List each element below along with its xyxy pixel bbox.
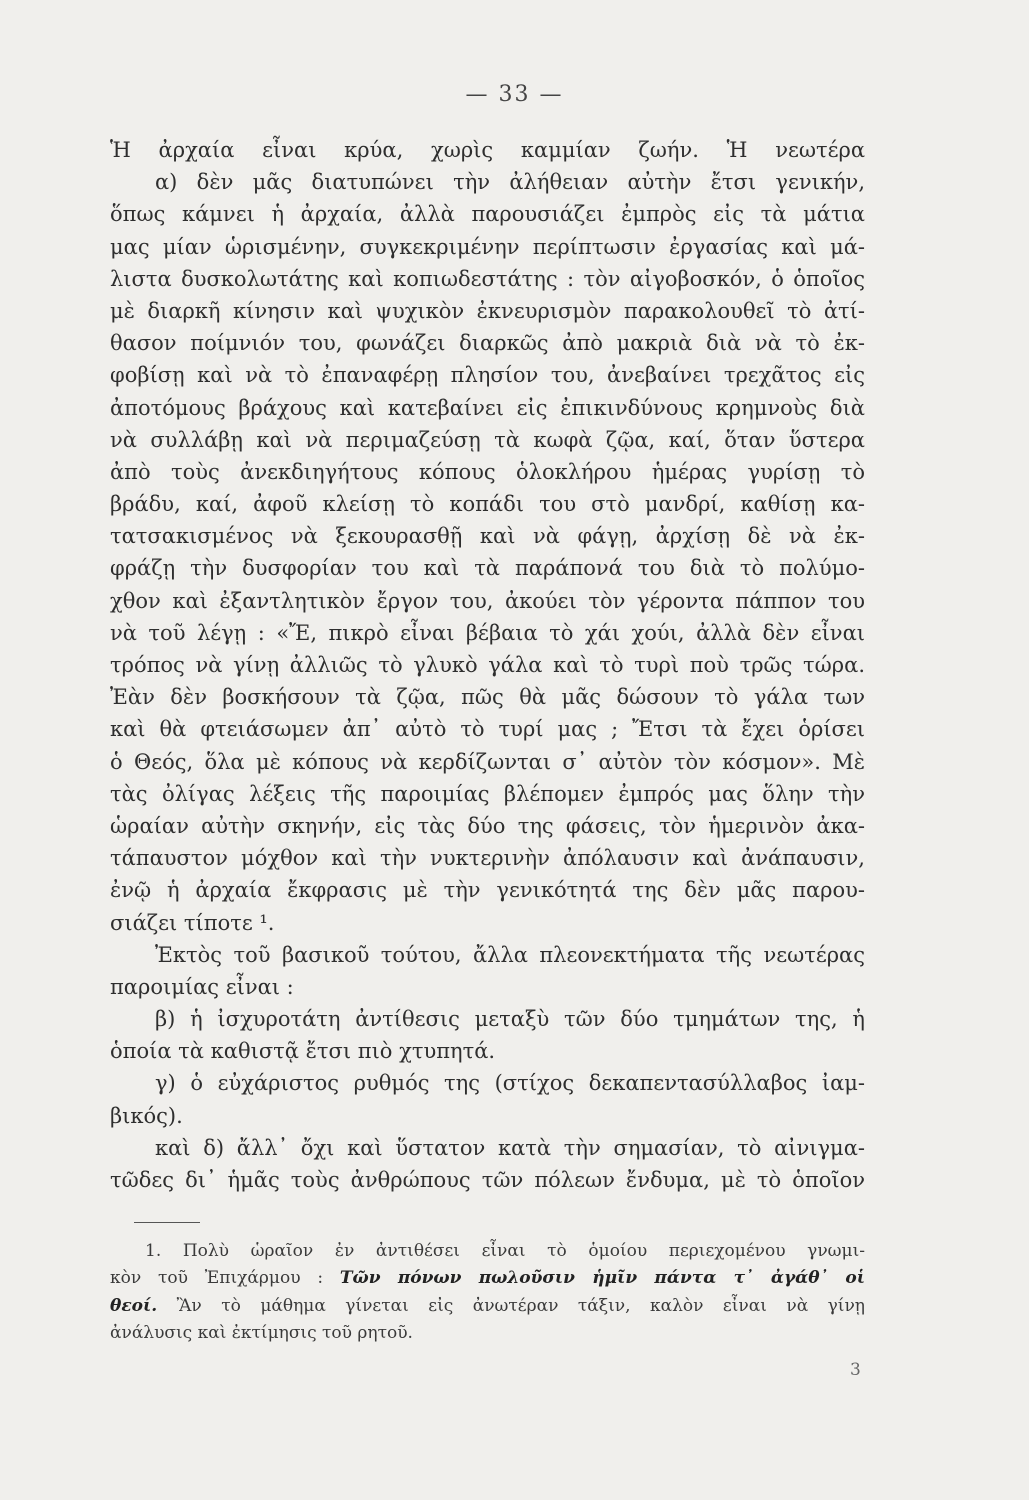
text-line: τρόπος νὰ γίνῃ ἀλλιῶς τὸ γλυκὸ γάλα καὶ τὸ τυρὶ ποὺ τρῶς τώρα. (110, 653, 865, 677)
text-line: ὡραίαν αὐτὴν σκηνήν, εἰς τὰς δύο της φάσεις, τὸν ἡμερινὸν ἀκα- (110, 813, 865, 838)
text-line: ὅπως κάμνει ἡ ἀρχαία, ἀλλὰ παρουσιάζει ἐμπρὸς εἰς τὰ μάτια (110, 202, 865, 227)
text-line: τὰς ὀλίγας λέξεις τῆς παροιμίας βλέπομεν ἐμπρός μας ὅλην τὴν (110, 781, 865, 806)
text-line: μας μίαν ὡρισμένην, συγκεκριμένην περίπτωσιν ἐργασίας καὶ μά- (110, 234, 865, 259)
text-line: σιάζει τίποτε ¹. (110, 910, 275, 935)
text-line: καὶ θὰ φτειάσωμεν ἀπ᾽ αὐτὸ τὸ τυρί μας ; Ἔτσι τὰ ἔχει ὁρίσει (110, 717, 865, 742)
text-line: Ἡ ἀρχαία εἶναι κρύα, χωρὶς καμμίαν ζωήν. Ἡ νεωτέρα (110, 138, 865, 162)
text-line: χθον καὶ ἐξαντλητικὸν ἔργον του, ἀκούει τὸν γέροντα πάππον του (110, 588, 865, 613)
body-text (110, 134, 865, 1196)
text-line: λιστα δυσκολωτάτης καὶ κοπιωδεστάτης : τὸν αἰγοβοσκόν, ὁ ὁποῖος (110, 266, 865, 291)
text-line: νὰ συλλάβῃ καὶ νὰ περιμαζεύσῃ τὰ κωφὰ ζῷα, καί, ὅταν ὕστερα (110, 427, 865, 452)
footnote-divider (134, 1222, 200, 1223)
text-line: ἀπὸ τοὺς ἀνεκδιηγήτους κόπους ὁλοκλήρου ἡμέρας γυρίσῃ τὸ (110, 459, 865, 484)
quotation: θεοί. (110, 1295, 158, 1316)
text-line: γ) ὁ εὐχάριστος ρυθμός της (στίχος δεκαπεντασύλλαβος ἰαμ- (155, 1071, 865, 1096)
text-line: φοβίσῃ καὶ νὰ τὸ ἐπαναφέρῃ πλησίον του, ἀνεβαίνει τρεχᾶτος εἰς (110, 363, 865, 388)
footnote-text: κὸν τοῦ Ἐπιχάρμου : (110, 1268, 340, 1289)
text-line: βικός). (110, 1103, 183, 1128)
text-line: β) ἡ ἰσχυροτάτη ἀντίθεσις μεταξὺ τῶν δύο τμημάτων της, ἡ (155, 1007, 865, 1032)
text-line: νὰ τοῦ λέγῃ : «Ἔ, πικρὸ εἶναι βέβαια τὸ χάι χούι, ἀλλὰ δὲν εἶναι (110, 620, 865, 645)
text-line: τάπαυστον μόχθον καὶ τὴν νυκτερινὴν ἀπόλαυσιν καὶ ἀνάπαυσιν, (110, 846, 865, 871)
quotation: Τῶν πόνων πωλοῦσιν ἡμῖν πάντα τ᾽ ἀγάθ᾽ οἱ (339, 1268, 865, 1289)
text-line: τῶδες δι᾽ ἡμᾶς τοὺς ἀνθρώπους τῶν πόλεων ἔνδυμα, μὲ τὸ ὁποῖον (110, 1168, 865, 1192)
footnote-text: Ἂν τὸ μάθημα γίνεται εἰς ἀνωτέραν τάξιν, καλὸν εἶναι νὰ γίνῃ (157, 1295, 865, 1316)
text-line: Ἐκτὸς τοῦ βασικοῦ τούτου, ἄλλα πλεονεκτήματα τῆς νεωτέρας (155, 942, 865, 967)
text-line: μὲ διαρκῆ κίνησιν καὶ ψυχικὸν ἐκνευρισμὸν παρακολουθεῖ τὸ ἀτί- (110, 298, 865, 323)
text-line: Ἐὰν δὲν βοσκήσουν τὰ ζῷα, πῶς θὰ μᾶς δώσουν τὸ γάλα των (110, 685, 865, 710)
footnote (110, 1238, 865, 1347)
text-line: καὶ δ) ἄλλ᾽ ὄχι καὶ ὕστατον κατὰ τὴν σημασίαν, τὸ αἰνιγμα- (155, 1135, 865, 1160)
text-line: βράδυ, καί, ἀφοῦ κλείσῃ τὸ κοπάδι του στὸ μανδρί, καθίσῃ κα- (110, 492, 865, 517)
text-line: φράζῃ τὴν δυσφορίαν του καὶ τὰ παράπονά του διὰ τὸ πολύμο- (110, 556, 865, 581)
text-line: παροιμίας εἶναι : (110, 974, 294, 999)
text-line: θασον ποίμνιόν του, φωνάζει διαρκῶς ἀπὸ μακριὰ διὰ νὰ τὸ ἐκ- (110, 331, 865, 356)
signature-mark: 3 (850, 1360, 861, 1380)
footnote-line (110, 1265, 865, 1292)
footnote-line (110, 1293, 865, 1320)
text-line: τατσακισμένος νὰ ξεκουρασθῇ καὶ νὰ φάγῃ, ἀρχίσῃ δὲ νὰ ἐκ- (110, 524, 865, 549)
text-line: ὁ Θεός, ὅλα μὲ κόπους νὰ κερδίζωνται σ᾽ αὐτὸν τὸν κόσμον». Μὲ (110, 749, 865, 774)
page-number: — 33 — (465, 82, 564, 107)
text-line: α) δὲν μᾶς διατυπώνει τὴν ἀλήθειαν αὐτὴν ἔτσι γενικήν, (155, 170, 865, 195)
text-line: ἐνῷ ἡ ἀρχαία ἔκφρασις μὲ τὴν γενικότητά της δὲν μᾶς παρου- (110, 878, 865, 903)
text-line: ὁποία τὰ καθιστᾷ ἔτσι πιὸ χτυπητά. (110, 1039, 496, 1064)
footnote-line: 1. Πολὺ ὡραῖον ἐν ἀντιθέσει εἶναι τὸ ὁμοίου περιεχομένου γνωμι- (145, 1241, 865, 1261)
text-line: ἀποτόμους βράχους καὶ κατεβαίνει εἰς ἐπικινδύνους κρημνοὺς διὰ (110, 395, 865, 420)
footnote-line: ἀνάλυσις καὶ ἐκτίμησις τοῦ ρητοῦ. (110, 1322, 413, 1343)
